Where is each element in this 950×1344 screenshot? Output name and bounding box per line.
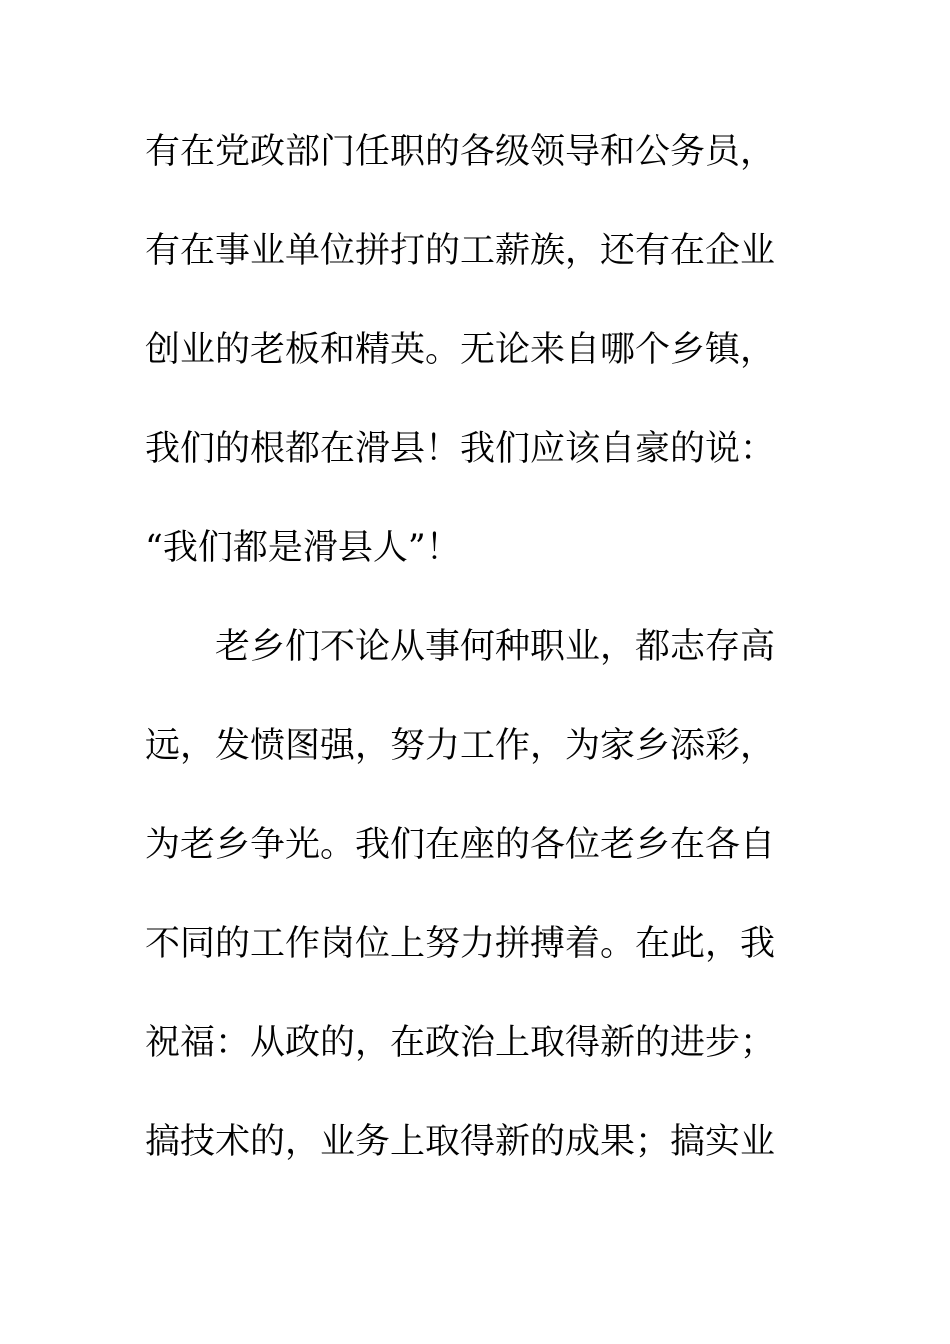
text-line-11: 搞技术的，业务上取得新的成果；搞实业 (145, 1122, 776, 1162)
text-line-2: 有在事业单位拼打的工薪族，还有在企业 (145, 231, 776, 271)
text-line-5: “我们都是滑县人”！ (145, 528, 461, 568)
text-line-6: 老乡们不论从事何种职业，都志存高 (215, 627, 776, 667)
text-line-3: 创业的老板和精英。无论来自哪个乡镇， (145, 330, 776, 370)
text-line-8: 为老乡争光。我们在座的各位老乡在各自 (145, 825, 776, 865)
text-line-9: 不同的工作岗位上努力拼搏着。在此，我 (145, 924, 776, 964)
text-line-7: 远，发愤图强，努力工作，为家乡添彩， (145, 726, 776, 766)
text-line-4: 我们的根都在滑县！我们应该自豪的说： (145, 429, 776, 469)
text-line-10: 祝福：从政的，在政治上取得新的进步； (145, 1023, 776, 1063)
text-line-1: 有在党政部门任职的各级领导和公务员， (145, 132, 776, 172)
